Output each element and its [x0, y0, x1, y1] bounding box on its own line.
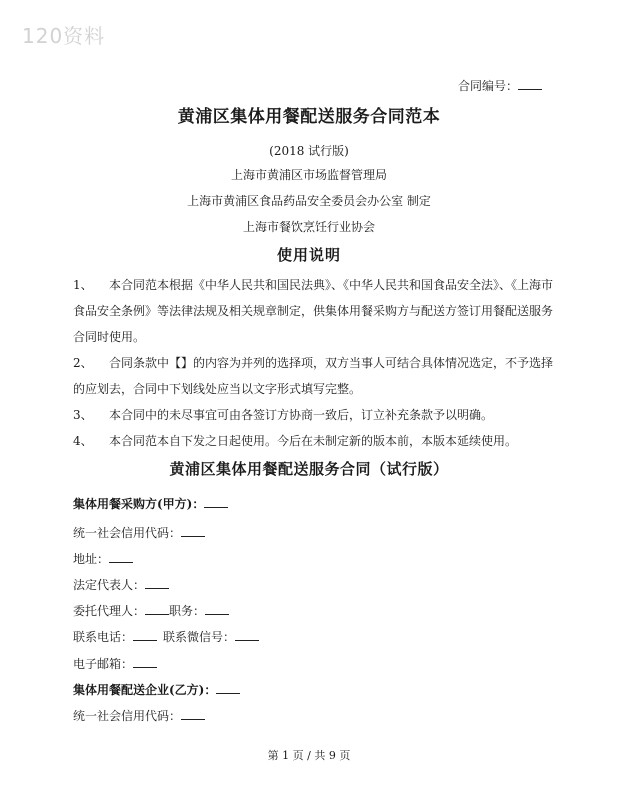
party-a-address-field	[73, 549, 133, 567]
party-a-email-label: 电子邮箱：	[73, 657, 134, 671]
usage-note-number: 3、	[73, 408, 93, 422]
party-b-heading-field	[73, 680, 240, 698]
issuer-line: 上海市黄浦区食品药品安全委员会办公室 制定	[187, 194, 431, 208]
document-title: 黄浦区集体用餐配送服务合同范本	[177, 107, 441, 127]
party-a-credit-code-field	[73, 523, 205, 541]
contract-number-blank[interactable]	[518, 76, 542, 90]
issuer-line: 上海市餐饮烹饪行业协会	[242, 220, 375, 234]
party-a-name-blank[interactable]	[204, 494, 228, 508]
party-a-legal-rep-label: 法定代表人：	[73, 578, 146, 592]
party-a-heading: 集体用餐采购方(甲方)：	[73, 497, 205, 511]
party-a-wechat-label: 联系微信号：	[163, 630, 236, 644]
usage-note-number: 2、	[73, 356, 93, 370]
party-a-agent-label: 委托代理人：	[73, 604, 146, 618]
contract-number-field	[458, 76, 542, 94]
party-a-legal-rep-blank[interactable]	[145, 575, 169, 589]
contract-number-label: 合同编号：	[458, 79, 519, 93]
edition-label: (2018 试行版)	[269, 144, 349, 158]
usage-heading: 使用说明	[276, 246, 341, 264]
party-b-credit-code-label: 统一社会信用代码：	[73, 709, 182, 723]
issuer-line: 上海市黄浦区市场监督管理局	[230, 168, 387, 182]
party-a-phone-blank[interactable]	[133, 627, 157, 641]
party-a-contact-field	[73, 627, 259, 645]
usage-note-text: 本合同中的未尽事宜可由各签订方协商一致后，订立补充条款予以明确。	[109, 408, 494, 422]
party-a-heading-field	[73, 494, 228, 512]
usage-note	[73, 272, 553, 350]
party-a-email-blank[interactable]	[133, 654, 157, 668]
usage-note-number: 1、	[73, 278, 93, 292]
party-a-legal-rep-field	[73, 575, 169, 593]
contract-title: 黄浦区集体用餐配送服务合同（试行版）	[169, 460, 449, 478]
party-b-credit-code-blank[interactable]	[181, 706, 205, 720]
party-a-address-label: 地址：	[73, 552, 110, 566]
usage-note	[73, 402, 553, 428]
party-a-credit-code-blank[interactable]	[181, 523, 205, 537]
party-a-phone-label: 联系电话：	[73, 630, 134, 644]
usage-note-text: 合同条款中【】的内容为并列的选择项，双方当事人可结合具体情况选定，不予选择的应划去，合同中下划线处应当以文字形式填写完整。	[73, 356, 554, 396]
party-a-position-label: 职务：	[169, 604, 206, 618]
page-footer: 第 1 页 / 共 9 页	[267, 749, 351, 762]
party-a-address-blank[interactable]	[109, 549, 133, 563]
party-b-credit-code-field	[73, 706, 205, 724]
usage-note	[73, 428, 553, 454]
usage-note-text: 本合同范本根据《中华人民共和国民法典》、《中华人民共和国食品安全法》、《上海市食品安全条例》等法律法规及相关规章制定，供集体用餐采购方与配送方签订用餐配送服务合同时使用。	[73, 278, 554, 344]
watermark-text: 120资料	[22, 24, 106, 48]
usage-note-number: 4、	[73, 434, 93, 448]
usage-note	[73, 350, 553, 402]
party-a-wechat-blank[interactable]	[235, 627, 259, 641]
usage-note-text: 本合同范本自下发之日起使用。今后在未制定新的版本前，本版本延续使用。	[109, 434, 518, 448]
party-a-position-blank[interactable]	[205, 601, 229, 615]
party-a-agent-field	[73, 601, 229, 619]
party-b-heading: 集体用餐配送企业(乙方)：	[73, 683, 217, 697]
party-a-credit-code-label: 统一社会信用代码：	[73, 526, 182, 540]
party-b-name-blank[interactable]	[216, 680, 240, 694]
party-a-email-field	[73, 654, 157, 672]
party-a-agent-blank[interactable]	[145, 601, 169, 615]
